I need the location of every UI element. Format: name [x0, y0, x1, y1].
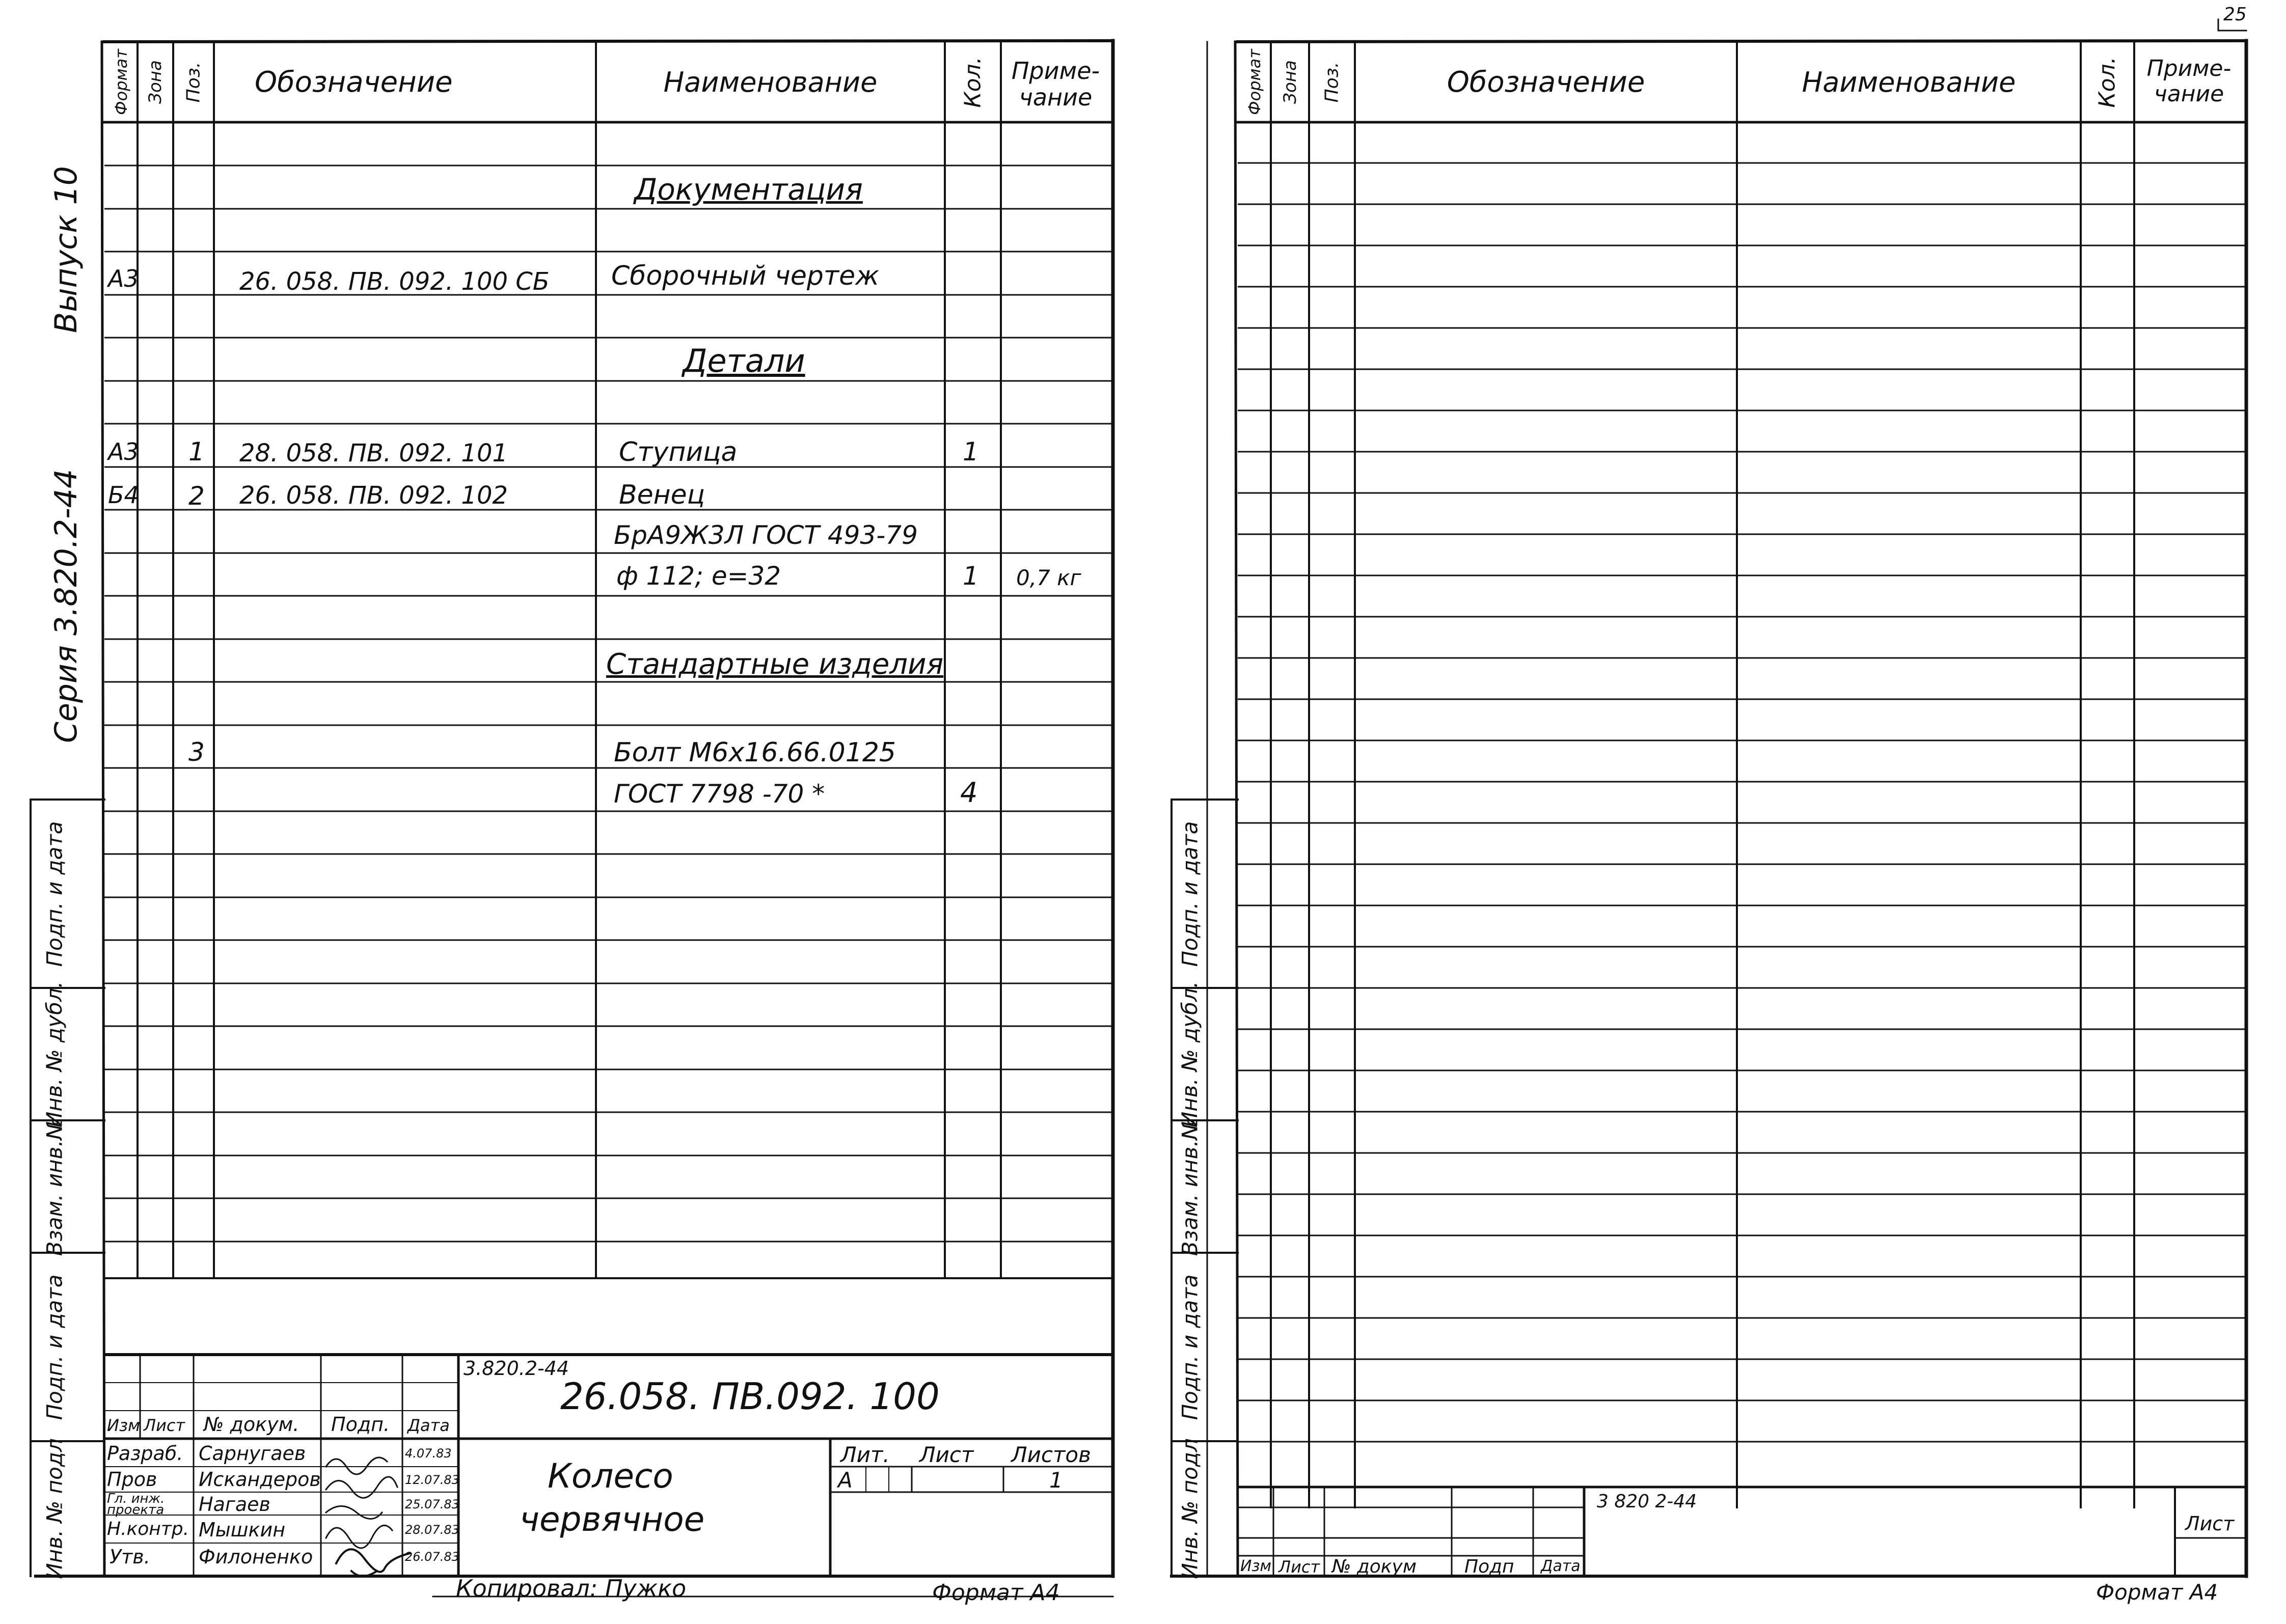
right-side-stamp-dup-inv: Инв. № дубл.: [1177, 981, 1203, 1127]
tb-sheets-label: Листов: [1011, 1442, 1091, 1467]
row3-pos: 2: [188, 481, 205, 511]
row2-format: А3: [108, 438, 139, 465]
row2-pos: 1: [188, 437, 205, 466]
side-stamp-replace-inv: Взам. инв.№: [42, 1117, 67, 1256]
header-designation: Обозначение: [255, 65, 453, 99]
title-line-1: Колесо: [548, 1456, 673, 1496]
row7-name: ГОСТ 7798 -70 *: [614, 779, 825, 809]
title-doc-code-small: 3.820.2-44: [464, 1357, 569, 1380]
row3-name: Венец: [619, 480, 705, 510]
tb-name-3: Мышкин: [199, 1519, 286, 1541]
right-side-stamp-replace-inv: Взам. инв.№: [1177, 1117, 1203, 1256]
tb-date-4: 26.07.83: [405, 1550, 459, 1564]
row1-name: Сборочный чертеж: [611, 261, 879, 291]
tb-name-0: Сарнугаев: [199, 1442, 306, 1465]
row2-name: Ступица: [619, 437, 738, 467]
side-stamp-orig-inv: Инв. № подл: [42, 1438, 67, 1579]
row2-qty: 1: [963, 437, 979, 466]
right-col-izm: Изм: [1240, 1557, 1272, 1575]
right-header-qty: Кол.: [2094, 56, 2120, 108]
right-col-doc: № докум: [1332, 1556, 1417, 1577]
side-stamp-sign-date-2: Подп. и дата: [42, 1274, 67, 1420]
series-label: Серия 3.820.2-44: [48, 469, 85, 744]
header-zone: Зона: [145, 60, 166, 104]
tb-role-2: Гл. инж. проекта: [107, 1491, 165, 1518]
tb-date-3: 28.07.83: [405, 1523, 459, 1537]
row5-name: ф 112; е=32: [616, 561, 781, 591]
right-col-list: Лист: [1278, 1557, 1320, 1577]
right-table-rows: [1238, 163, 2246, 1442]
header-note: Приме-чание: [1011, 57, 1100, 111]
tb-col-date: Дата: [407, 1416, 450, 1435]
row6-name: Болт М6х16.66.0125: [614, 737, 896, 768]
right-sheet-label: Лист: [2185, 1512, 2235, 1535]
tb-lit-value: А: [838, 1468, 853, 1493]
tb-role-0: Разраб.: [107, 1442, 183, 1465]
tb-name-1: Искандеров: [199, 1468, 321, 1491]
right-col-sign: Подп: [1464, 1556, 1514, 1577]
right-header-designation: Обозначение: [1447, 65, 1645, 99]
footer-format-right: Формат А4: [2096, 1580, 2218, 1605]
row4-name: БрА9Ж3Л ГОСТ 493-79: [614, 520, 918, 550]
right-header-pos: Поз.: [1321, 62, 1343, 102]
row2-designation: 28. 058. ПВ. 092. 101: [239, 439, 508, 467]
right-side-stamp-sign-date-2: Подп. и дата: [1177, 1274, 1203, 1420]
right-side-stamp-sign-date: Подп. и дата: [1177, 820, 1203, 967]
header-name: Наименование: [663, 66, 878, 98]
right-header-name: Наименование: [1802, 66, 2016, 98]
row6-pos: 3: [188, 737, 205, 767]
tb-date-2: 25.07.83: [405, 1497, 459, 1511]
header-qty: Кол.: [960, 56, 986, 108]
right-doc-code-small: 3 820 2-44: [1597, 1491, 1697, 1512]
issue-label: Выпуск 10: [48, 166, 85, 333]
right-side-stamp-orig-inv: Инв. № подл: [1177, 1438, 1203, 1579]
right-col-date: Дата: [1541, 1557, 1581, 1575]
section-standard-items: Стандартные изделия: [606, 648, 944, 681]
title-line-2: червячное: [520, 1500, 705, 1539]
footer-format-left: Формат А4: [932, 1580, 1060, 1606]
side-stamp-dup-inv: Инв. № дубл.: [42, 981, 67, 1127]
tb-sheets-value: 1: [1049, 1468, 1063, 1493]
header-format: Формат: [111, 49, 131, 115]
section-parts: Детали: [683, 342, 805, 379]
tb-date-0: 4.07.83: [405, 1446, 452, 1461]
tb-role-4: Утв.: [110, 1546, 150, 1568]
right-header-zone: Зона: [1280, 60, 1300, 104]
page-number: 25: [2223, 4, 2247, 25]
right-header-note: Приме-чание: [2146, 56, 2231, 107]
tb-col-izm: Изм: [107, 1416, 141, 1435]
footer-copied: Копировал: Пужко: [456, 1575, 687, 1602]
tb-role-3: Н.контр.: [107, 1519, 189, 1539]
tb-col-list: Лист: [144, 1416, 185, 1435]
row3-designation: 26. 058. ПВ. 092. 102: [239, 481, 508, 510]
tb-col-sign: Подп.: [331, 1413, 390, 1436]
tb-date-1: 12.07.83: [405, 1473, 459, 1487]
row5-note: 0,7 кг: [1016, 565, 1081, 590]
tb-name-4: Филоненко: [199, 1546, 313, 1568]
tb-role-1: Пров: [107, 1468, 157, 1491]
tb-lit-label: Лит.: [840, 1442, 890, 1467]
row5-qty: 1: [963, 561, 979, 591]
side-stamp-sign-date: Подп. и дата: [42, 820, 67, 967]
row7-qty: 4: [960, 777, 978, 809]
left-table-rows: [104, 166, 1113, 1242]
right-header-format: Формат: [1244, 49, 1264, 115]
row1-format: А3: [108, 265, 139, 292]
header-pos: Поз.: [183, 62, 204, 102]
tb-sheet-label: Лист: [919, 1442, 974, 1467]
tb-name-2: Нагаев: [199, 1493, 270, 1516]
row3-format: Б4: [108, 481, 139, 509]
tb-col-doc: № докум.: [204, 1413, 300, 1436]
row1-designation: 26. 058. ПВ. 092. 100 СБ: [239, 267, 550, 296]
section-documentation: Документация: [634, 172, 863, 207]
title-doc-code: 26.058. ПВ.092. 100: [560, 1375, 940, 1418]
